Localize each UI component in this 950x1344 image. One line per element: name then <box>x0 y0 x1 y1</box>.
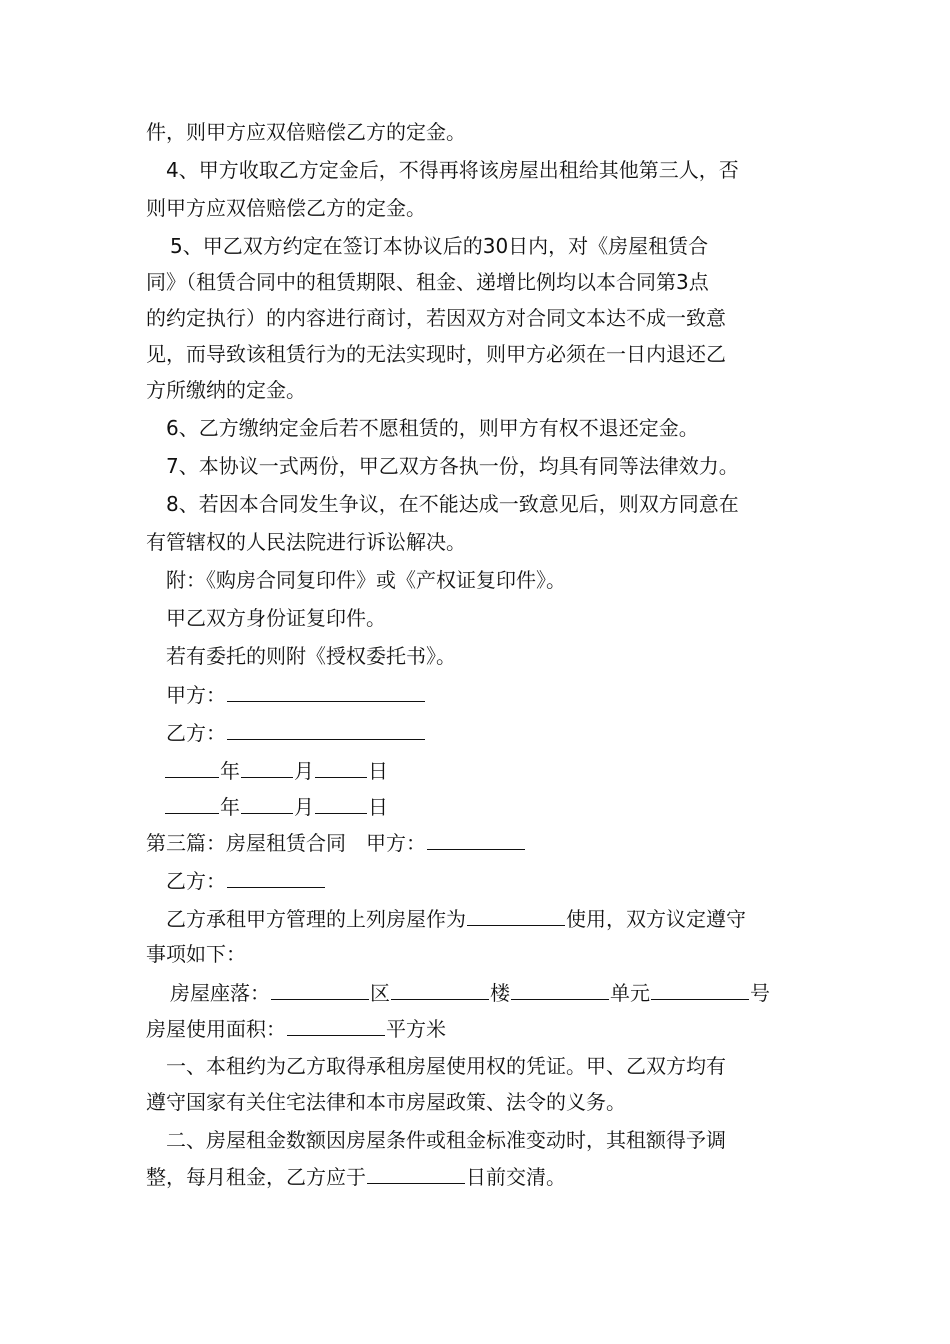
area-unit: 平方米 <box>386 1017 446 1041</box>
party-a-blank <box>427 828 525 850</box>
usage-blank <box>467 904 565 926</box>
day-label: 日 <box>368 759 388 783</box>
usage-text: 乙方承租甲方管理的上列房屋作为 <box>166 907 466 931</box>
clause-4-line: 4、甲方收取乙方定金后，不得再将该房屋出租给其他第三人，否 <box>166 158 739 182</box>
text-line: 方所缴纳的定金。 <box>146 378 306 402</box>
day-blank <box>315 792 367 814</box>
party-b-signature-line <box>166 718 811 746</box>
number-label: 号 <box>750 981 770 1005</box>
location-label: 房屋座落： <box>170 981 270 1005</box>
rent-payment-line <box>146 1162 811 1190</box>
year-blank <box>165 792 219 814</box>
clause-5-line: 5、甲乙双方约定在签订本协议后的30日内，对《房屋租赁合 <box>170 234 709 258</box>
date-line <box>164 756 811 784</box>
location-line <box>170 978 811 1006</box>
area-line <box>146 1014 811 1042</box>
year-label: 年 <box>220 795 240 819</box>
day-blank <box>315 756 367 778</box>
district-label: 区 <box>370 981 390 1005</box>
section-3-title: 第三篇：房屋租赁合同 <box>146 831 346 855</box>
day-label: 日 <box>368 795 388 819</box>
rent-text-end: 日前交清。 <box>466 1165 566 1189</box>
party-a-label: 甲方： <box>366 831 426 855</box>
month-label: 月 <box>294 759 314 783</box>
text-line: 同》（租赁合同中的租赁期限、租金、递增比例均以本合同第3点 <box>146 270 709 294</box>
date-line <box>164 792 811 820</box>
building-blank <box>391 978 489 1000</box>
article-1-line: 一、本租约为乙方取得承租房屋使用权的凭证。甲、乙双方均有 <box>166 1054 726 1078</box>
attachment-line: 附：《购房合同复印件》或《产权证复印件》。 <box>166 568 566 592</box>
attachment-line: 甲乙双方身份证复印件。 <box>166 606 386 630</box>
building-label: 楼 <box>490 981 510 1005</box>
year-label: 年 <box>220 759 240 783</box>
party-b-line <box>166 866 811 894</box>
rent-text: 整，每月租金，乙方应于 <box>146 1165 366 1189</box>
month-label: 月 <box>294 795 314 819</box>
party-a-blank <box>227 680 425 702</box>
text-line: 件，则甲方应双倍赔偿乙方的定金。 <box>146 120 466 144</box>
usage-text-end: 使用，双方议定遵守 <box>566 907 746 931</box>
text-line: 事项如下： <box>146 942 246 966</box>
section-3-heading-line <box>146 828 811 856</box>
clause-8-line: 8、若因本合同发生争议，在不能达成一致意见后，则双方同意在 <box>166 492 739 516</box>
unit-label: 单元 <box>610 981 650 1005</box>
text-line: 见，而导致该租赁行为的无法实现时，则甲方必须在一日内退还乙 <box>146 342 726 366</box>
party-b-label: 乙方： <box>166 721 226 745</box>
party-b-blank <box>227 718 425 740</box>
party-b-blank <box>227 866 325 888</box>
unit-blank <box>511 978 609 1000</box>
text-line: 遵守国家有关住宅法律和本市房屋政策、法令的义务。 <box>146 1090 626 1114</box>
area-label: 房屋使用面积： <box>146 1017 286 1041</box>
year-blank <box>165 756 219 778</box>
month-blank <box>241 756 293 778</box>
usage-line <box>166 904 811 932</box>
party-a-signature-line <box>166 680 811 708</box>
clause-6-line: 6、乙方缴纳定金后若不愿租赁的，则甲方有权不退还定金。 <box>166 416 699 440</box>
party-a-label: 甲方： <box>166 683 226 707</box>
text-line: 则甲方应双倍赔偿乙方的定金。 <box>146 196 426 220</box>
area-blank <box>287 1014 385 1036</box>
article-2-line: 二、房屋租金数额因房屋条件或租金标准变动时，其租额得予调 <box>166 1128 726 1152</box>
text-line: 有管辖权的人民法院进行诉讼解决。 <box>146 530 466 554</box>
number-blank <box>651 978 749 1000</box>
month-blank <box>241 792 293 814</box>
party-b-label: 乙方： <box>166 869 226 893</box>
rent-day-blank <box>367 1162 465 1184</box>
district-blank <box>271 978 369 1000</box>
attachment-line: 若有委托的则附《授权委托书》。 <box>166 644 456 668</box>
text-line: 的约定执行）的内容进行商讨，若因双方对合同文本达不成一致意 <box>146 306 726 330</box>
clause-7-line: 7、本协议一式两份，甲乙双方各执一份，均具有同等法律效力。 <box>166 454 739 478</box>
